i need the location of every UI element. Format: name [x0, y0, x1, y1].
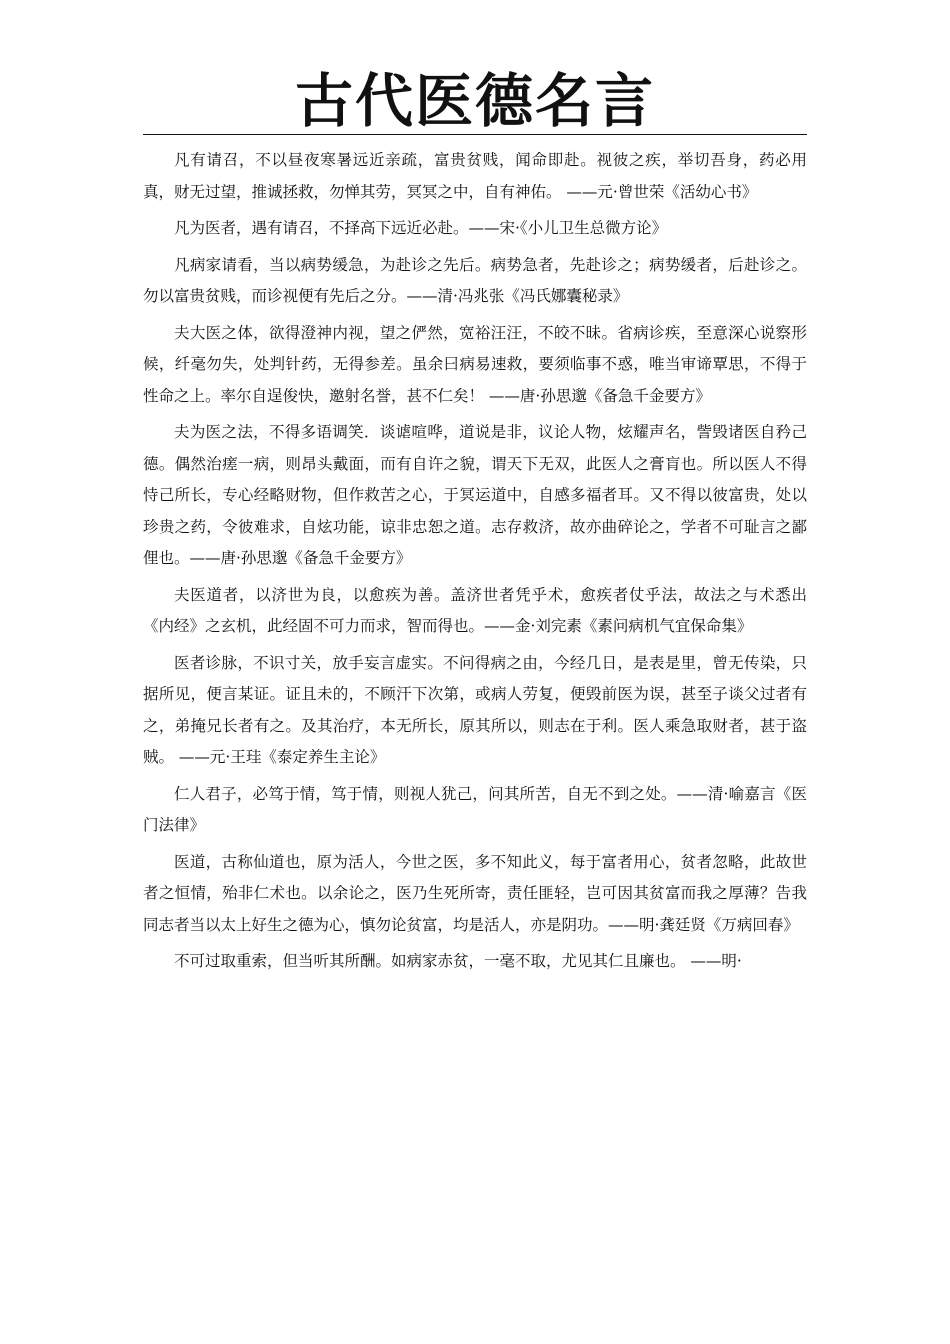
- quote-paragraph: 凡有请召，不以昼夜寒暑远近亲疏，富贵贫贱，闻命即赴。视彼之疾，举切吾身，药必用真，财无过望，推诚拯救，勿惮其劳，冥冥之中，自有神佑。 ——元·曾世荣《活幼心书》: [143, 151, 807, 201]
- document-title: 古代医德名言: [294, 67, 655, 135]
- quote-list: [143, 145, 807, 978]
- document-page: [143, 68, 807, 983]
- quote-paragraph: 凡为医者，遇有请召，不择高下远近必赴。——宋·《小儿卫生总微方论》: [174, 219, 668, 237]
- quote-paragraph: 夫医道者，以济世为良，以愈疾为善。盖济世者凭乎术，愈疾者仗乎法，故法之与术悉出《内经》之玄机，此经固不可力而求，智而得也。——金·刘完素《素问病机气宜保命集》: [143, 585, 807, 635]
- quote-paragraph: 凡病家请看，当以病势缓急，为赴诊之先后。病势急者，先赴诊之；病势缓者，后赴诊之。勿以富贵贫贱，而诊视便有先后之分。——清·冯兆张《冯氏娜囊秘录》: [143, 255, 807, 305]
- quote-paragraph: 医道，古称仙道也，原为活人，今世之医，多不知此义，每于富者用心，贫者忽略，此故世者之恒情，殆非仁术也。以余论之，医乃生死所寄，责任匪轻，岂可因其贫富而我之厚薄？告我同志者当以太上好生之德为心，慎勿论贫富，均是活人，亦是阴功。——明·龚廷贤《万病回春》: [143, 852, 807, 934]
- quote-paragraph: 仁人君子，必笃于情，笃于情，则视人犹己，问其所苦，自无不到之处。——清·喻嘉言《医门法律》: [143, 784, 807, 834]
- quote-paragraph: 夫大医之体，欲得澄神内视，望之俨然，宽裕汪汪，不皎不昧。省病诊疾，至意深心说察形候，纤毫勿失，处判针药，无得参差。虽余曰病易速救，要须临事不惑，唯当审谛覃思，不得于性命之上。率尔自逞俊快，邀射名誉，甚不仁矣！ ——唐·孙思邈《备急千金要方》: [143, 323, 807, 405]
- quote-paragraph: 不可过取重索，但当听其所酬。如病家赤贫，一毫不取，尤见其仁且廉也。 ——明·: [174, 952, 742, 970]
- quote-paragraph: 夫为医之法，不得多语调笑．谈谑喧哗，道说是非，议论人物，炫耀声名，訾毁诸医自矜己德。偶然治瘥一病，则昂头戴面，而有自许之貌，谓天下无双，此医人之膏肓也。所以医人不得恃己所长，专心经略财物，但作救苦之心，于冥运道中，自感多福者耳。又不得以彼富贵，处以珍贵之药，令彼难求，自炫功能，谅非忠恕之道。志存救济，故亦曲碎论之，学者不可耻言之鄙俚也。——唐·孙思邈《备急千金要方》: [143, 423, 807, 567]
- quote-paragraph: 医者诊脉，不识寸关，放手妄言虚实。不问得病之由，今经几日，是表是里，曾无传染，只据所见，便言某证。证且未的，不顾汗下次第，或病人劳复，便毁前医为误，甚至子谈父过者有之，弟掩兄长者有之。及其治疗，本无所长，原其所以，则志在于利。医人乘急取财者，甚于盗贼。 ——元·王珪《泰定养生主论》: [143, 653, 807, 766]
